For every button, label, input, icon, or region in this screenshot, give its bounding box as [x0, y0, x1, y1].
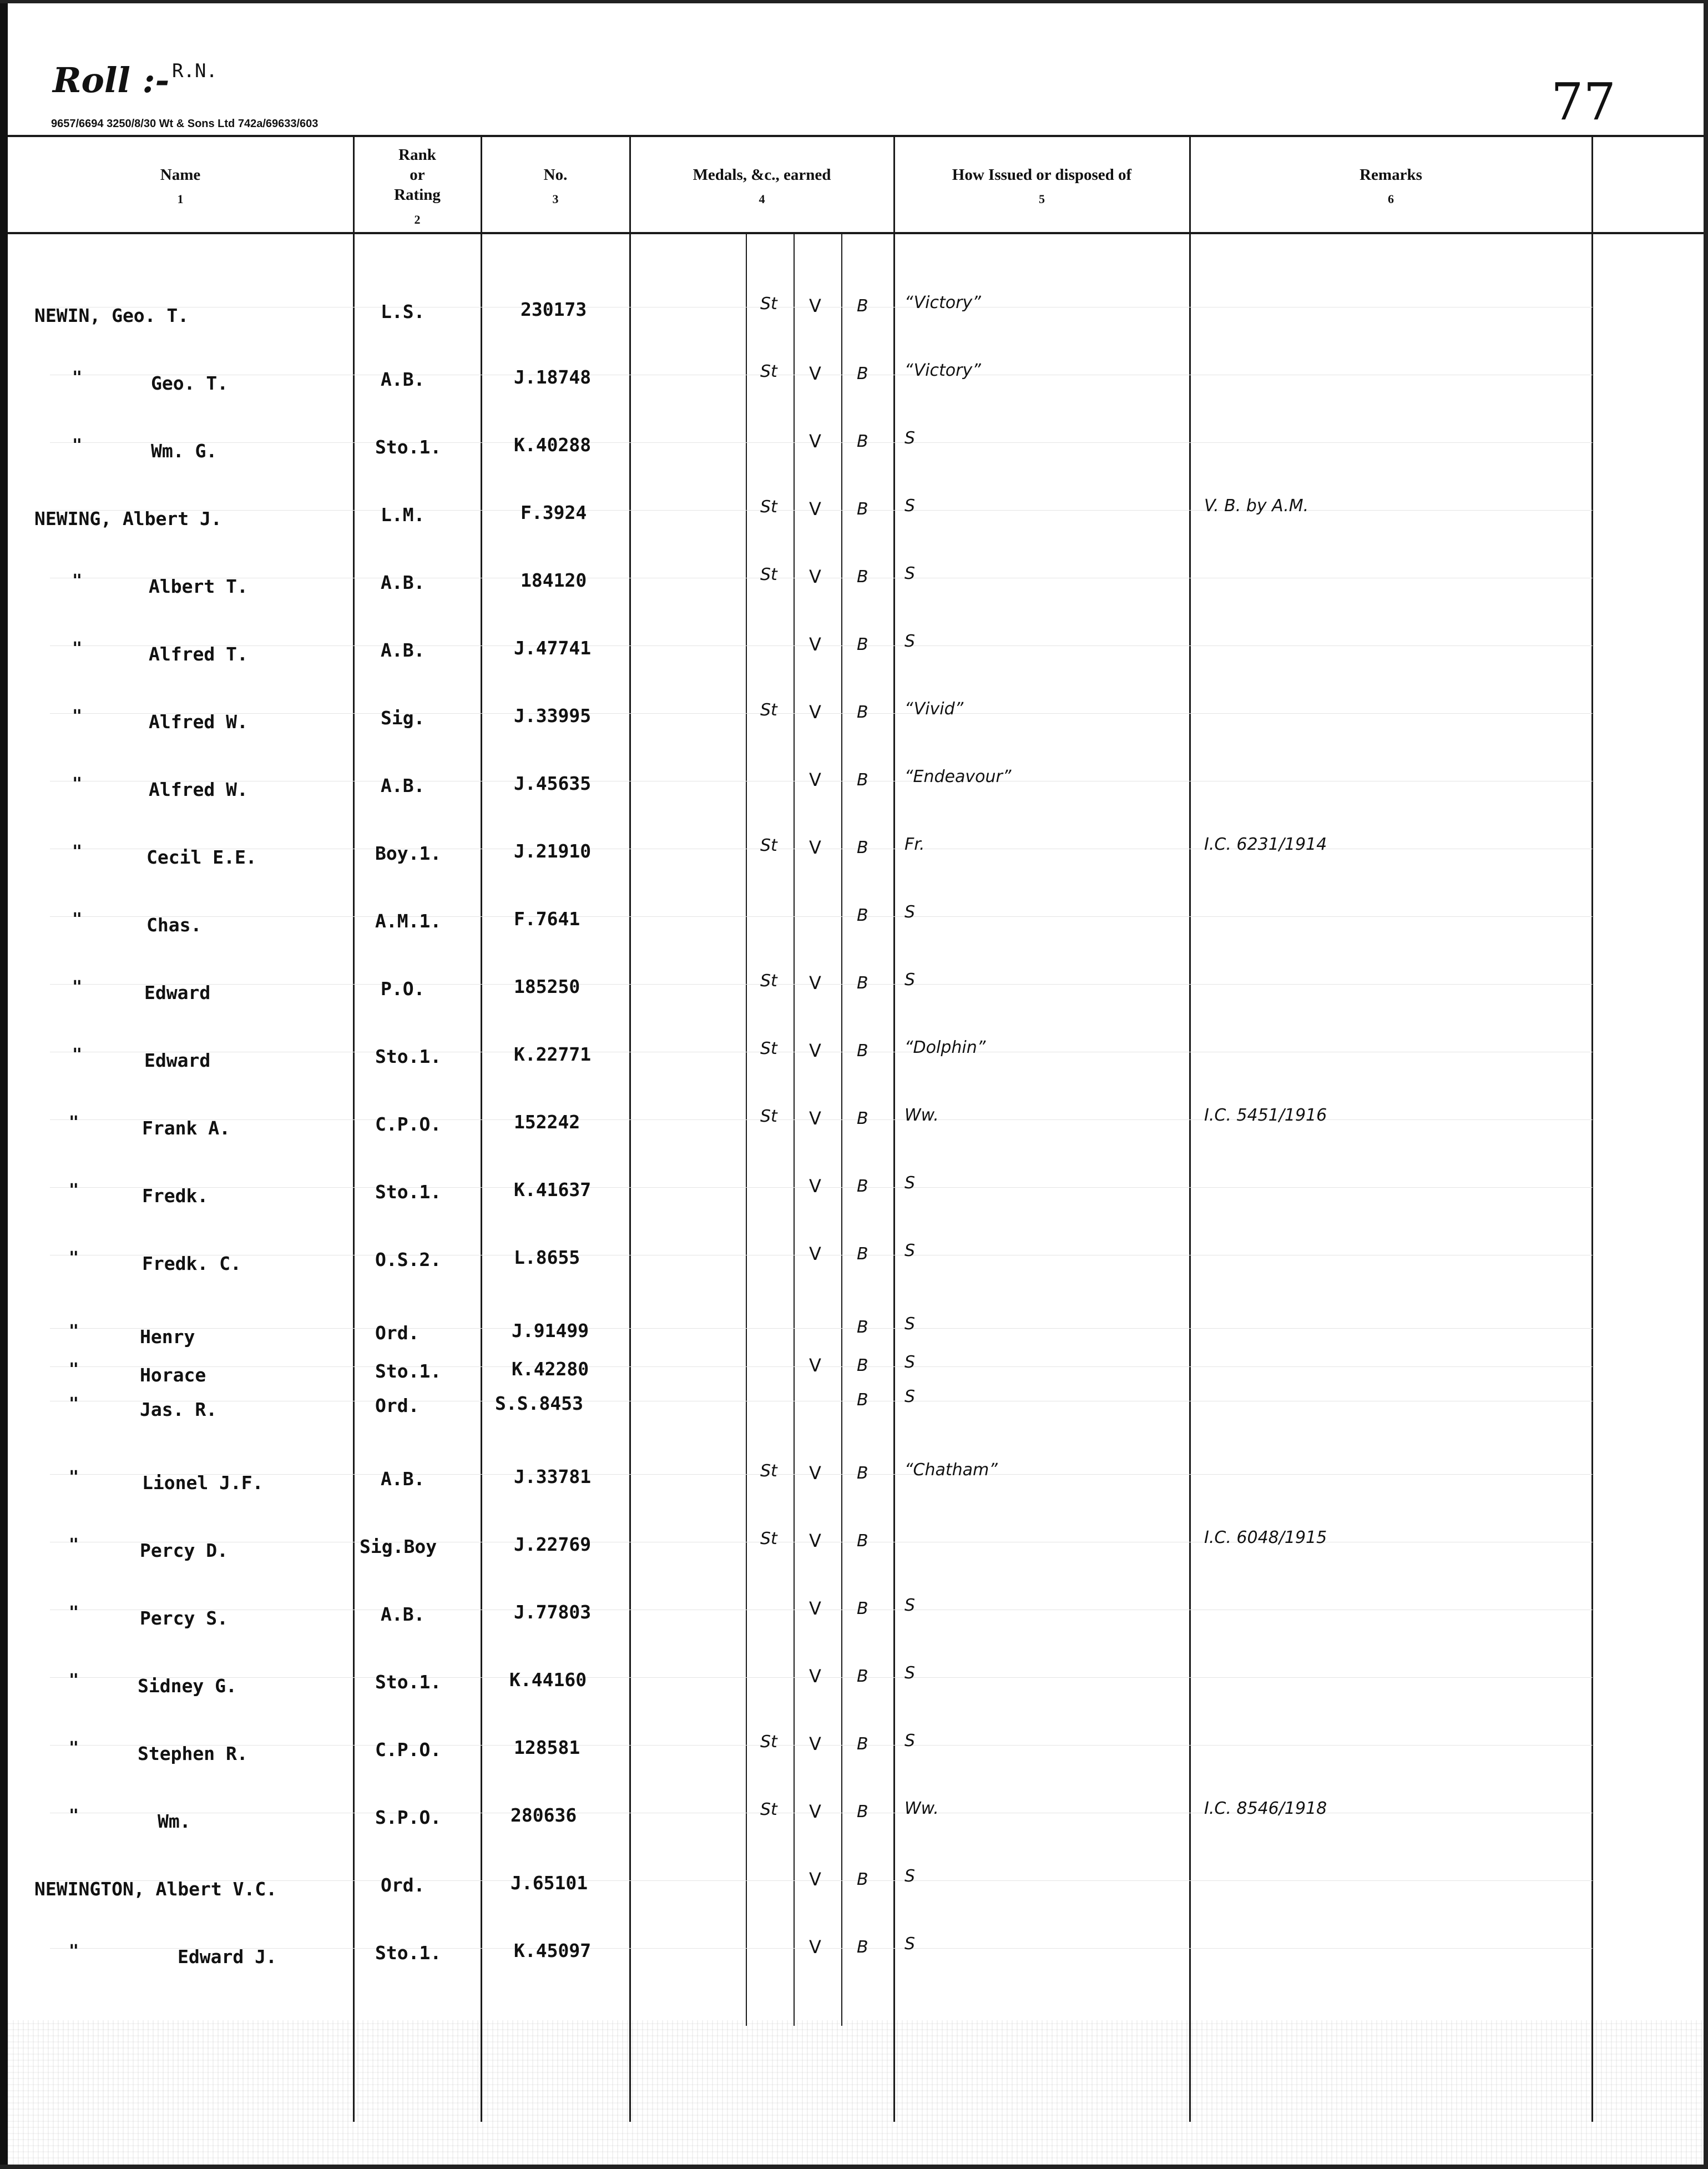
roll-value: R.N.	[172, 60, 218, 82]
scan-edge-left	[0, 0, 8, 2169]
medal-subdivider-2	[794, 233, 795, 2026]
row-star-medal: St	[760, 565, 777, 584]
row-british-medal: B	[857, 1938, 868, 1957]
row-victory-medal: V	[809, 1108, 821, 1129]
row-british-medal: B	[857, 906, 868, 925]
row-service-number: L.8655	[514, 1247, 580, 1268]
row-name: Horace	[140, 1364, 206, 1386]
row-star-medal: St	[760, 1800, 777, 1819]
column-header-number: 5	[1039, 192, 1045, 206]
row-rank: C.P.O.	[375, 1739, 442, 1761]
row-victory-medal: V	[809, 702, 821, 723]
row-star-medal: St	[760, 836, 777, 855]
row-rank: Sto.1.	[375, 1181, 442, 1203]
row-name: NEWIN, Geo. T.	[34, 305, 189, 326]
row-remarks: I.C. 5451/1916	[1204, 1106, 1327, 1125]
row-issued: S	[904, 1353, 916, 1372]
scan-edge-right	[1704, 0, 1708, 2169]
row-service-number: J.33995	[514, 705, 592, 727]
column-header-number-col	[482, 139, 629, 233]
row-victory-medal: V	[809, 1530, 821, 1551]
row-service-number: J.45635	[514, 773, 592, 794]
row-rank: L.S.	[381, 301, 425, 322]
column-header-label: No.	[543, 166, 568, 184]
row-british-medal: B	[857, 1734, 868, 1754]
row-name: Sidney G.	[138, 1675, 237, 1697]
row-rule	[50, 1948, 1593, 1949]
row-remarks: I.C. 8546/1918	[1204, 1799, 1327, 1818]
row-name: Percy D.	[140, 1540, 228, 1561]
row-rank: Sig.	[381, 707, 425, 729]
row-rank: A.B.	[381, 775, 425, 796]
row-rule	[50, 984, 1593, 985]
row-rank: Sto.1.	[375, 1671, 442, 1693]
row-issued: S	[904, 970, 916, 990]
row-ditto-mark: "	[72, 707, 83, 726]
column-header-medals	[630, 139, 893, 233]
row-issued: S	[904, 1241, 916, 1260]
row-victory-medal: V	[809, 363, 821, 384]
row-name: Wm.	[158, 1810, 191, 1832]
divider-issued-remarks	[1189, 135, 1191, 2122]
row-issued: “Dolphin”	[904, 1038, 986, 1057]
row-british-medal: B	[857, 770, 868, 790]
row-star-medal: St	[760, 1107, 777, 1126]
row-victory-medal: V	[809, 1462, 821, 1484]
row-service-number: J.22769	[514, 1534, 592, 1555]
row-service-number: K.42280	[512, 1358, 589, 1380]
row-name: Cecil E.E.	[146, 846, 257, 868]
row-rank: C.P.O.	[375, 1113, 442, 1135]
row-british-medal: B	[857, 296, 868, 316]
row-issued: “Vivid”	[904, 699, 964, 719]
row-issued: “Victory”	[904, 293, 981, 312]
row-issued: S	[904, 1663, 916, 1683]
row-issued: S	[904, 1934, 916, 1954]
row-service-number: 280636	[511, 1804, 577, 1826]
row-service-number: 152242	[514, 1111, 580, 1133]
row-name: Alfred W.	[149, 711, 248, 733]
row-victory-medal: V	[809, 634, 821, 655]
medal-subdivider-1	[746, 233, 747, 2026]
row-rule	[50, 1474, 1593, 1475]
row-british-medal: B	[857, 635, 868, 654]
row-star-medal: St	[760, 1039, 777, 1058]
row-issued: S	[904, 1314, 916, 1334]
row-victory-medal: V	[809, 498, 821, 519]
column-header-label: Remarks	[1360, 166, 1422, 184]
row-name: Edward J.	[178, 1946, 277, 1968]
row-british-medal: B	[857, 703, 868, 722]
row-british-medal: B	[857, 1870, 868, 1889]
divider-medals-issued	[893, 135, 895, 2122]
row-rank: Boy.1.	[375, 843, 442, 864]
row-victory-medal: V	[809, 1040, 821, 1061]
row-issued: Ww.	[904, 1106, 939, 1125]
row-rule	[50, 916, 1593, 917]
row-issued: S	[904, 902, 916, 922]
row-british-medal: B	[857, 500, 868, 519]
divider-no-medals	[629, 135, 631, 2122]
row-remarks: I.C. 6048/1915	[1204, 1528, 1327, 1547]
column-header-label: Medals, &c., earned	[693, 166, 831, 184]
column-header-number: 4	[759, 192, 765, 206]
row-issued: S	[904, 1867, 916, 1886]
row-victory-medal: V	[809, 566, 821, 587]
row-issued: S	[904, 496, 916, 516]
row-service-number: F.3924	[521, 502, 587, 523]
row-rank: Ord.	[375, 1322, 420, 1344]
row-british-medal: B	[857, 1041, 868, 1061]
row-remarks: V. B. by A.M.	[1204, 496, 1309, 516]
roll-label: Roll :-	[53, 60, 170, 100]
row-name: Edward	[144, 1050, 211, 1071]
row-rule	[50, 645, 1593, 646]
row-star-medal: St	[760, 1732, 777, 1752]
row-ditto-mark: "	[69, 1738, 79, 1758]
row-service-number: K.41637	[514, 1179, 592, 1200]
row-service-number: J.65101	[511, 1872, 588, 1894]
row-victory-medal: V	[809, 769, 821, 790]
row-british-medal: B	[857, 1667, 868, 1686]
row-victory-medal: V	[809, 972, 821, 993]
row-name: Lionel J.F.	[142, 1472, 264, 1494]
row-ditto-mark: "	[72, 910, 83, 929]
row-service-number: J.33781	[514, 1466, 592, 1487]
column-header-label: Name	[160, 166, 201, 184]
row-remarks: I.C. 6231/1914	[1204, 835, 1327, 854]
row-rank: Sto.1.	[375, 436, 442, 458]
row-issued: S	[904, 632, 916, 651]
row-name: Alfred W.	[149, 779, 248, 800]
row-victory-medal: V	[809, 1176, 821, 1197]
row-name: Alfred T.	[149, 643, 248, 665]
row-ditto-mark: "	[72, 571, 83, 591]
row-rule	[50, 442, 1593, 443]
row-victory-medal: V	[809, 837, 821, 858]
row-issued: S	[904, 1387, 916, 1406]
row-name: Chas.	[146, 914, 202, 936]
row-rank: O.S.2.	[375, 1249, 442, 1270]
row-ditto-mark: "	[72, 368, 83, 387]
row-rank: Sto.1.	[375, 1046, 442, 1067]
row-ditto-mark: "	[69, 1360, 79, 1379]
row-british-medal: B	[857, 1802, 868, 1822]
row-rank: A.B.	[381, 1603, 425, 1625]
row-victory-medal: V	[809, 1733, 821, 1754]
row-issued: “Victory”	[904, 361, 981, 380]
row-rule	[50, 1880, 1593, 1881]
row-british-medal: B	[857, 1177, 868, 1196]
row-british-medal: B	[857, 1390, 868, 1410]
paper-grain	[8, 2020, 1704, 2165]
row-ditto-mark: "	[72, 774, 83, 794]
row-british-medal: B	[857, 838, 868, 857]
row-star-medal: St	[760, 497, 777, 517]
row-star-medal: St	[760, 700, 777, 720]
row-rank: Sig.Boy	[360, 1536, 437, 1557]
row-issued: S	[904, 1596, 916, 1615]
column-header-name	[8, 139, 353, 233]
row-star-medal: St	[760, 294, 777, 314]
row-name: Albert T.	[149, 576, 248, 597]
row-service-number: J.47741	[514, 637, 592, 659]
column-header-number: 2	[414, 212, 421, 226]
print-code: 9657/6694 3250/8/30 Wt & Sons Ltd 742a/69633/603	[51, 118, 319, 130]
row-victory-medal: V	[809, 1243, 821, 1264]
row-british-medal: B	[857, 1109, 868, 1128]
row-ditto-mark: "	[69, 1321, 79, 1341]
row-ditto-mark: "	[69, 1671, 79, 1690]
column-header-remarks	[1190, 139, 1591, 233]
row-british-medal: B	[857, 567, 868, 587]
row-ditto-mark: "	[69, 1603, 79, 1622]
row-service-number: K.45097	[514, 1940, 592, 1961]
row-service-number: S.S.8453	[495, 1393, 583, 1414]
row-victory-medal: V	[809, 431, 821, 452]
row-issued: S	[904, 564, 916, 583]
row-rank: Sto.1.	[375, 1360, 442, 1382]
row-rank: A.B.	[381, 572, 425, 593]
row-ditto-mark: "	[69, 1535, 79, 1555]
row-issued: S	[904, 428, 916, 448]
row-victory-medal: V	[809, 1936, 821, 1958]
divider-remarks-end	[1591, 135, 1593, 2122]
row-name: Edward	[144, 982, 211, 1003]
column-header-rank	[354, 139, 481, 233]
row-service-number: J.77803	[514, 1601, 592, 1623]
row-rule	[50, 1745, 1593, 1746]
row-ditto-mark: "	[69, 1248, 79, 1268]
row-service-number: K.40288	[514, 434, 592, 456]
column-header-number: 6	[1388, 192, 1394, 206]
row-british-medal: B	[857, 432, 868, 451]
row-issued: “Chatham”	[904, 1460, 998, 1480]
row-name: Henry	[140, 1326, 195, 1348]
medal-subdivider-3	[841, 233, 842, 2026]
page-number: 77	[1551, 72, 1616, 132]
row-british-medal: B	[857, 1244, 868, 1264]
row-british-medal: B	[857, 1356, 868, 1375]
column-header-label: Rank or Rating	[394, 145, 441, 204]
row-rule	[50, 1119, 1593, 1120]
row-ditto-mark: "	[69, 1941, 79, 1961]
row-ditto-mark: "	[72, 977, 83, 997]
divider-name-rank	[353, 135, 355, 2122]
row-service-number: 128581	[514, 1737, 580, 1758]
column-header-issued	[895, 139, 1189, 233]
row-service-number: J.91499	[512, 1320, 589, 1341]
row-british-medal: B	[857, 364, 868, 384]
row-name: Frank A.	[142, 1117, 230, 1139]
row-rule	[50, 1677, 1593, 1678]
row-ditto-mark: "	[69, 1181, 79, 1200]
row-rank: Ord.	[375, 1395, 420, 1416]
row-victory-medal: V	[809, 1598, 821, 1619]
row-rank: L.M.	[381, 504, 425, 526]
row-victory-medal: V	[809, 1666, 821, 1687]
row-name: Jas. R.	[140, 1399, 218, 1420]
row-issued: Ww.	[904, 1799, 939, 1818]
row-ditto-mark: "	[72, 1045, 83, 1065]
row-star-medal: St	[760, 971, 777, 991]
row-name: Geo. T.	[151, 372, 229, 394]
row-service-number: K.44160	[509, 1669, 587, 1691]
scan-edge-top	[0, 0, 1708, 3]
row-service-number: 184120	[521, 569, 587, 591]
row-service-number: J.18748	[514, 366, 592, 388]
row-ditto-mark: "	[72, 436, 83, 455]
row-rank: P.O.	[381, 978, 425, 1000]
header-top-rule	[8, 135, 1704, 137]
row-rule	[50, 1187, 1593, 1188]
column-header-label: How Issued or disposed of	[952, 166, 1132, 184]
row-victory-medal: V	[809, 1801, 821, 1822]
row-rank: A.M.1.	[375, 910, 442, 932]
row-rule	[50, 1366, 1593, 1367]
row-ditto-mark: "	[69, 1394, 79, 1414]
row-victory-medal: V	[809, 295, 821, 316]
row-victory-medal: V	[809, 1355, 821, 1376]
row-rank: A.B.	[381, 1468, 425, 1490]
row-rank: Sto.1.	[375, 1942, 442, 1964]
row-name: NEWINGTON, Albert V.C.	[34, 1878, 277, 1900]
row-name: Percy S.	[140, 1607, 228, 1629]
divider-rank-no	[481, 135, 482, 2122]
row-rank: A.B.	[381, 369, 425, 390]
scan-edge-bottom	[0, 2165, 1708, 2169]
row-british-medal: B	[857, 1318, 868, 1337]
row-star-medal: St	[760, 1461, 777, 1481]
row-service-number: 230173	[521, 299, 587, 320]
row-service-number: F.7641	[514, 908, 580, 930]
row-issued: S	[904, 1173, 916, 1193]
row-ditto-mark: "	[69, 1467, 79, 1487]
row-ditto-mark: "	[72, 842, 83, 861]
row-british-medal: B	[857, 1464, 868, 1483]
row-victory-medal: V	[809, 1869, 821, 1890]
row-service-number: 185250	[514, 976, 580, 997]
row-ditto-mark: "	[72, 639, 83, 658]
column-header-number: 3	[552, 192, 559, 206]
row-name: NEWING, Albert J.	[34, 508, 222, 529]
row-issued: “Endeavour”	[904, 767, 1012, 786]
row-star-medal: St	[760, 1529, 777, 1548]
row-name: Fredk.	[142, 1185, 209, 1207]
row-service-number: J.21910	[514, 840, 592, 862]
row-name: Wm. G.	[151, 440, 218, 462]
row-rule	[50, 510, 1593, 511]
row-ditto-mark: "	[69, 1113, 79, 1132]
row-name: Stephen R.	[138, 1743, 248, 1764]
row-rule	[50, 713, 1593, 714]
row-ditto-mark: "	[69, 1806, 79, 1825]
row-rank: Ord.	[381, 1874, 425, 1896]
row-british-medal: B	[857, 1531, 868, 1551]
row-rank: S.P.O.	[375, 1807, 442, 1828]
row-rank: A.B.	[381, 639, 425, 661]
row-name: Fredk. C.	[142, 1253, 241, 1274]
row-star-medal: St	[760, 362, 777, 381]
row-issued: Fr.	[904, 835, 925, 854]
row-british-medal: B	[857, 973, 868, 993]
row-issued: S	[904, 1731, 916, 1751]
row-british-medal: B	[857, 1599, 868, 1618]
column-header-number: 1	[177, 192, 184, 206]
row-service-number: K.22771	[514, 1043, 592, 1065]
row-rule	[50, 1328, 1593, 1329]
